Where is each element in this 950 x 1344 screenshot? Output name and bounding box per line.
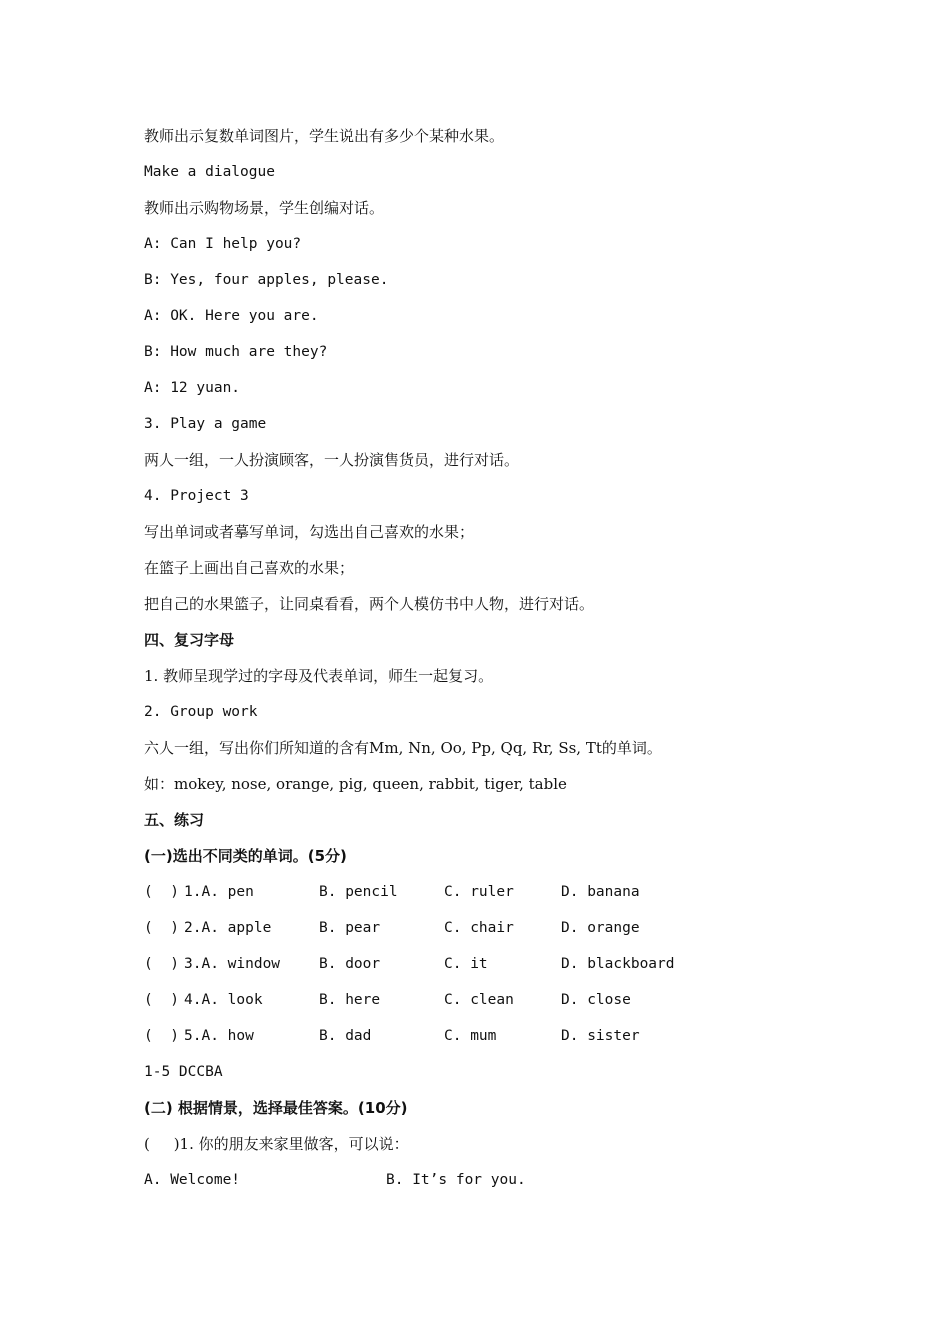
option-a: A. Welcome! [144, 1172, 241, 1188]
option-b: B. dad [319, 1028, 372, 1044]
dialogue-line: B: Yes, four apples, please. [144, 272, 389, 288]
dialogue-line: A: Can I help you? [144, 236, 302, 252]
option-d: D. orange [561, 920, 640, 936]
exercise-row [144, 954, 704, 974]
option-c: C. chair [444, 920, 514, 936]
option-b: B. here [319, 992, 381, 1008]
option-a: 4.A. look [184, 992, 263, 1008]
option-a: 5.A. how [184, 1028, 254, 1044]
option-d: D. blackboard [561, 956, 675, 972]
answer-blank: ( ) [144, 884, 179, 900]
text-line: 如：mokey, nose, orange, pig, queen, rabbit, tiger, table [144, 775, 567, 793]
question-options [144, 1170, 704, 1190]
exercise-row [144, 882, 704, 902]
option-a: 3.A. window [184, 956, 281, 972]
option-d: D. close [561, 992, 631, 1008]
section-heading: 五、练习 [144, 811, 205, 829]
text-line: 教师出示购物场景，学生创编对话。 [144, 199, 385, 217]
dialogue-line: A: OK. Here you are. [144, 308, 319, 324]
option-d: D. banana [561, 884, 640, 900]
exercise-heading: (一)选出不同类的单词。(5分) [144, 847, 347, 865]
text-line: 把自己的水果篮子，让同桌看看，两个人模仿书中人物，进行对话。 [144, 595, 595, 613]
option-c: C. it [444, 956, 488, 972]
option-a: 1.A. pen [184, 884, 254, 900]
option-d: D. sister [561, 1028, 640, 1044]
answer-blank: ( ) [144, 956, 179, 972]
option-b: B. pencil [319, 884, 398, 900]
exercise-heading: (二) 根据情景，选择最佳答案。(10分) [144, 1099, 408, 1117]
text-line: 3. Play a game [144, 416, 267, 432]
dialogue-line: B: How much are they? [144, 344, 328, 360]
text-line: 写出单词或者摹写单词，勾选出自己喜欢的水果； [144, 523, 475, 541]
option-a: 2.A. apple [184, 920, 272, 936]
option-b: B. door [319, 956, 381, 972]
answer-key: 1-5 DCCBA [144, 1064, 223, 1080]
text-line: 1. 教师呈现学过的字母及代表单词，师生一起复习。 [144, 667, 494, 685]
answer-blank: ( ) [144, 920, 179, 936]
option-c: C. mum [444, 1028, 497, 1044]
section-heading: 四、复习字母 [144, 631, 235, 649]
option-b: B. It’s for you. [386, 1172, 526, 1188]
exercise-row [144, 1026, 704, 1046]
text-line: 2. Group work [144, 704, 258, 720]
exercise-row [144, 918, 704, 938]
option-b: B. pear [319, 920, 381, 936]
text-line: 教师出示复数单词图片，学生说出有多少个某种水果。 [144, 127, 505, 145]
text-line: Make a dialogue [144, 164, 275, 180]
answer-blank: ( ) [144, 1028, 179, 1044]
text-line: 4. Project 3 [144, 488, 249, 504]
text-line: 两人一组，一人扮演顾客，一人扮演售货员，进行对话。 [144, 451, 520, 469]
dialogue-line: A: 12 yuan. [144, 380, 241, 396]
text-line: 六人一组，写出你们所知道的含有Mm, Nn, Oo, Pp, Qq, Rr, Ss, Tt的单词。 [144, 739, 662, 757]
question-line: ( )1. 你的朋友来家里做客，可以说： [144, 1135, 409, 1153]
option-c: C. ruler [444, 884, 514, 900]
text-line: 在篮子上画出自己喜欢的水果； [144, 559, 355, 577]
option-c: C. clean [444, 992, 514, 1008]
answer-blank: ( ) [144, 992, 179, 1008]
exercise-row [144, 990, 704, 1010]
